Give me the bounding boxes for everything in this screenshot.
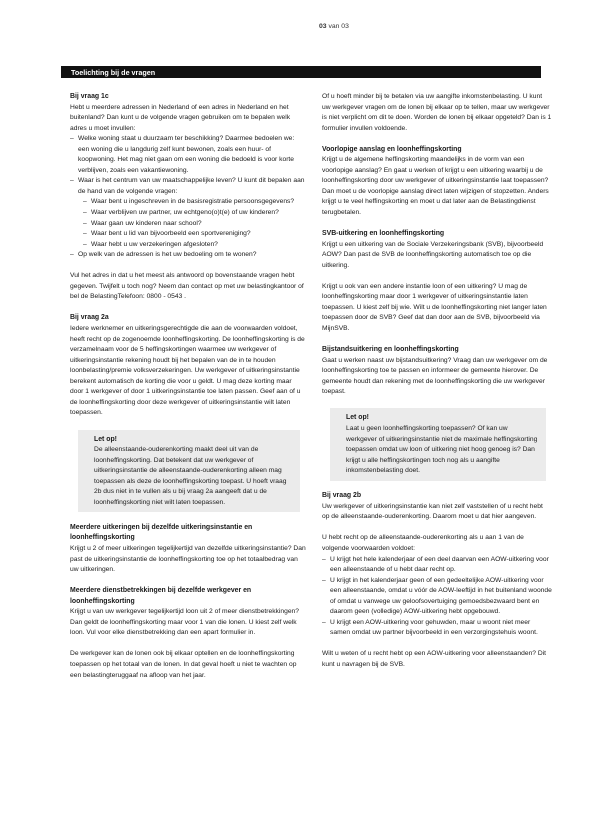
list-item: – U krijgt in het kalenderjaar geen of een gedeeltelijke AOW-uitkering voor een alleenstaande, omdat u vóór de AOW-leeftijd in het buitenland woonde of omdat u vanwege uw geloofsovertuiging gemoedsbezwaard bent en daarom geen (volledige) AOW-uitkering hebt opgebouwd. <box>322 576 552 618</box>
sublist-item: – Waar hebt u uw verzekeringen afgesloten? <box>83 240 306 251</box>
list-item: – U krijgt het hele kalenderjaar of een deel daarvan een AOW-uitkering voor een alleenstaande of u hebt daar recht op. <box>322 555 552 576</box>
list-item: – Welke woning staat u duurzaam ter beschikking? Daarmee bedoelen we: een woning die u langdurig zelf kunt bewonen, zoals een huur- of koopwoning. Het mag niet gaan om een woning die bedoeld is voor korte verblijven, zoals een vakantiewoning. <box>70 134 306 176</box>
sublist-item: – Waar verblijven uw partner, uw echtgeno(o)t(e) of uw kinderen? <box>83 208 306 219</box>
meerdere-dienstbetrekkingen-text-2: De werkgever kan de lonen ook bij elkaar optellen en de loonheffingskorting toepassen op het totaal van de lonen. In dat geval hoeft u niet te wachten op een belastingteruggaaf na afloop van het jaar. <box>70 650 297 679</box>
voorlopige-aanslag-text: Krijgt u de algemene heffingskorting maandelijks in de vorm van een voorlopige aanslag? En gaat u werken of krijgt u een uitkering waarbij u de loonheffingskorting door uw werkgever of uitkeringsinstantie laat toepassen? Dan moet u de voorlopige aanslag direct laten wijzigen of stopzetten. Anders krijgt u te veel heffingskorting en moet u dat later aan de Belastingdienst terugbetalen. <box>322 156 549 217</box>
note-text: Laat u geen loonheffingskorting toepassen? Of kan uw werkgever of uitkeringsinstantie niet de maximale heffingskorting toepassen omdat uw loon of uitkering niet hoog genoeg is? Dan krijgt u alle heffingskortingen toch nog als u aangifte inkomstenbelasting doet. <box>346 424 538 475</box>
note-box-heffingskorting <box>330 408 546 480</box>
svb-uitkering-text: Krijgt u een uitkering van de Sociale Verzekeringsbank (SVB), bijvoorbeeld AOW? Dan past de SVB de loonheffingskorting automatisch toe op die uitkering. <box>322 240 544 269</box>
left-column <box>70 92 306 681</box>
page-number <box>319 23 349 30</box>
note-heading: Let op! <box>94 435 117 443</box>
voorwaarden-list <box>322 555 552 639</box>
vraag-2b-intro: U hebt recht op de alleenstaande-ouderenkorting als u aan 1 van de volgende voorwaarden voldoet: <box>322 534 524 552</box>
meerdere-dienstbetrekkingen-text: Krijgt u van uw werkgever tegelijkertijd loon uit 2 of meer dienstbetrekkingen? Dan geldt de loonheffingskorting maar voor 1 van die lonen. U kiest zelf welk loon. Vul voor elke dienstbetrekking dan een apart formulier in. <box>70 608 299 637</box>
list-item-text: Waar is het centrum van uw maatschappelijke leven? U kunt dit bepalen aan de hand van de volgende vragen: <box>78 177 305 195</box>
heading-vraag-2b: Bij vraag 2b <box>322 492 362 500</box>
sublist-item: – Waar bent u lid van bijvoorbeeld een sportvereniging? <box>83 229 306 240</box>
section-header-title: Toelichting bij de vragen <box>71 67 156 77</box>
sublist-item: – Waar bent u ingeschreven in de basisregistratie persoonsgegevens? <box>83 197 306 208</box>
continuation-text: Of u hoeft minder bij te betalen via uw aangifte inkomstenbelasting. U kunt uw werkgever vragen om de lonen bij elkaar op te tellen, maar uw werkgever is niet verplicht om dit te doen. Worden de lonen bij elkaar opgeteld? Dan is 1 formulier invullen voldoende. <box>322 93 552 132</box>
vraag-1c-outro: Vul het adres in dat u het meest als antwoord op bovenstaande vragen hebt gegeven. Twijfelt u toch nog? Neem dan contact op met uw belastingkantoor of bel de BelastingTelefoon: 0800 - 0543 . <box>70 272 304 301</box>
vraag-2b-outro: Wilt u weten of u recht hebt op een AOW-uitkering voor alleenstaanden? Dit kunt u navragen bij de SVB. <box>322 650 547 668</box>
note-text: De alleenstaande-ouderenkorting maakt deel uit van de loonheffingskorting. Dat betekent dat uw werkgever of uitkeringsinstantie de alleenstaande-ouderenkorting alleen mag toepassen als deze de loonheffingskorting toepast. U hoeft vraag 2b dus niet in te vullen als u bij vraag 2a aangeeft dat u de loonheffingskorting niet wilt laten toepassen. <box>94 446 287 506</box>
heading-vraag-2a: Bij vraag 2a <box>70 314 109 322</box>
page-number-current: 03 <box>319 23 327 30</box>
vraag-1c-sublist <box>83 197 306 250</box>
note-heading: Let op! <box>346 414 369 422</box>
heading-svb-uitkering: SVB-uitkering en loonheffingskorting <box>322 230 445 238</box>
svb-uitkering-text-2: Krijgt u ook van een andere instantie loon of een uitkering? U mag de loonheffingskorting maar door 1 werkgever of uitkeringsinstantie laten toepassen. U kiest zelf bij wie. Wilt u de loonheffingskorting niet langer laten toepassen door de SVB? Geef dat dan door aan de SVB, bijvoorbeeld via MijnSVB. <box>322 282 547 333</box>
meerdere-uitkeringen-text: Krijgt u 2 of meer uitkeringen tegelijkertijd van dezelfde uitkeringsinstantie? Dan past de uitkeringsinstantie de loonheffingskorting toe op het totaalbedrag van uw uitkeringen. <box>70 544 306 574</box>
heading-meerdere-uitkeringen: Meerdere uitkeringen bij dezelfde uitkeringsinstantie en loonheffingskorting <box>70 523 253 542</box>
list-item: – Op welk van de adressen is het uw bedoeling om te wonen? <box>70 250 306 261</box>
vraag-2b-text: Uw werkgever of uitkeringsinstantie kan niet zelf vaststellen of u recht hebt op de alleenstaande-ouderenkorting. Daarom moet u dat hier aangeven. <box>322 502 543 521</box>
vraag-1c-intro: Hebt u meerdere adressen in Nederland of een adres in Nederland en het buitenland? Dan kunt u de volgende vragen gebruiken om te bepalen welk adres u moet invullen: <box>70 103 291 132</box>
note-box-alleenstaande <box>78 430 300 513</box>
list-item <box>70 176 306 250</box>
right-column <box>322 92 552 671</box>
vraag-2a-text: Iedere werknemer en uitkeringsgerechtigde die aan de voorwaarden voldoet, heeft recht op de zogenoemde loonheffingskorting. De loonheffingskorting is de verzamelnaam voor de 5 heffingskortingen waarmee uw werkgever of uitkeringsinstantie rekening houdt bij het bepalen van de in te houden loonbelasting/premie volksverzekeringen. Uw werkgever of uitkeringsinstantie berekent automatisch de korting die voor u geldt. U mag deze korting maar door 1 werkgever of door 1 uitkeringsinstantie toe laten passen. Geef aan of u de loonheffingskorting door deze werkgever of uitkeringsinstantie wilt laten toepassen. <box>70 325 305 417</box>
page-number-total: van 03 <box>326 23 349 30</box>
sublist-item: – Waar gaan uw kinderen naar school? <box>83 219 306 230</box>
heading-meerdere-dienstbetrekkingen: Meerdere dienstbetrekkingen bij dezelfde werkgever en loonheffingskorting <box>70 587 252 605</box>
list-item: – U krijgt een AOW-uitkering voor gehuwden, maar u woont niet meer samen omdat uw partner bijvoorbeeld in een verzorgingstehuis woont. <box>322 618 552 639</box>
section-header-bar <box>61 66 541 78</box>
vraag-1c-list <box>70 134 306 261</box>
bijstandsuitkering-text: Gaat u werken naast uw bijstandsuitkering? Vraag dan uw werkgever om de loonheffingskorting toe te passen en informeer de gemeente hierover. De gemeente houdt dan rekening met de loonheffingskorting die uw werkgever toepast. <box>322 356 548 396</box>
heading-vraag-1c: Bij vraag 1c <box>70 93 109 100</box>
heading-bijstandsuitkering: Bijstandsuitkering en loonheffingskorting <box>322 346 459 354</box>
heading-voorlopige-aanslag: Voorlopige aanslag en loonheffingskorting <box>322 145 462 153</box>
